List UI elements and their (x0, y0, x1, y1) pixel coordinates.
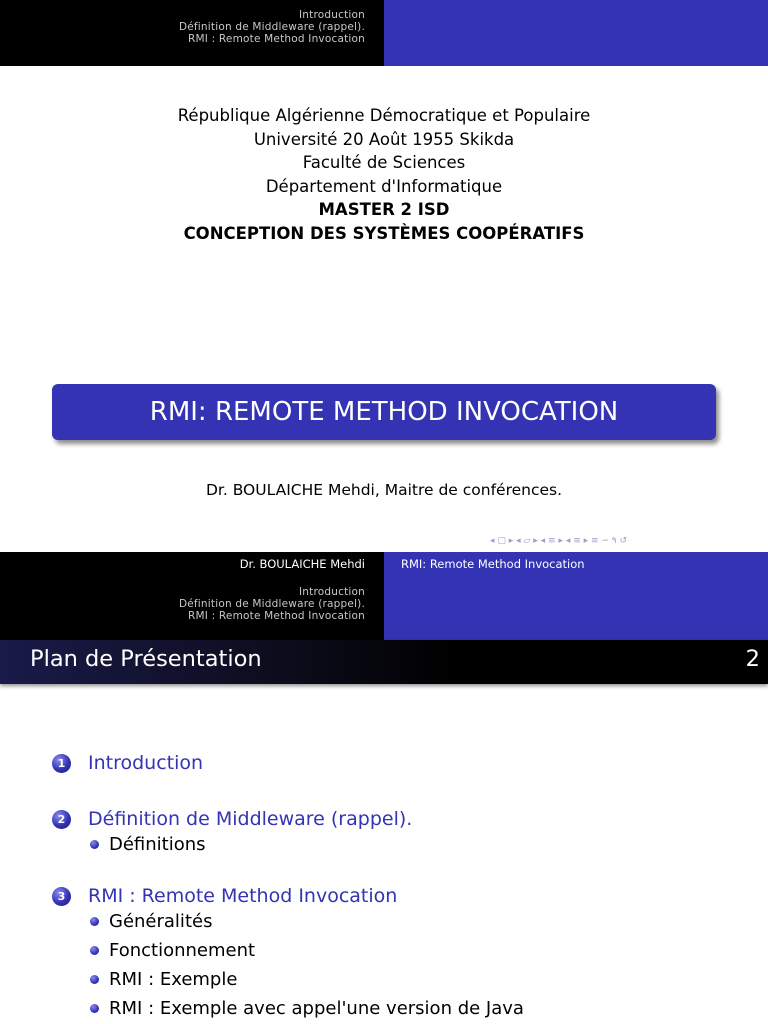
subsection-label: Fonctionnement (109, 940, 256, 961)
outline-subsection[interactable] (90, 965, 752, 994)
outline-section-rmi[interactable] (52, 885, 752, 907)
course-line: MASTER 2 ISD (318, 200, 450, 219)
header-short-title: RMI: Remote Method Invocation (401, 557, 585, 571)
section-number-ball: 2 (52, 810, 71, 829)
nav-link-rmi[interactable]: RMI : Remote Method Invocation (188, 33, 365, 45)
presentation-author: Dr. BOULAICHE Mehdi, Maitre de conférences. (205, 481, 563, 499)
title-institution-block (0, 104, 768, 245)
outline-section-middleware[interactable] (52, 808, 752, 830)
institution-line: Département d'Informatique (265, 176, 503, 196)
nav-link-middleware[interactable]: Définition de Middleware (rappel). (178, 598, 365, 610)
nav-link-introduction[interactable]: Introduction (299, 9, 365, 21)
outline-subsection[interactable] (90, 994, 752, 1023)
header-section-nav (179, 586, 365, 622)
outline-subsection[interactable] (90, 936, 752, 965)
bullet-icon (90, 946, 99, 955)
institution-line: Faculté de Sciences (302, 153, 466, 172)
institution-line: Université 20 Août 1955 Skikda (253, 129, 515, 149)
section-label: Définition de Middleware (rappel). (88, 808, 413, 830)
outline-section-introduction[interactable] (52, 752, 752, 774)
institution-line: République Algérienne Démocratique et Populaire (177, 106, 591, 125)
beamer-navigation-icons[interactable]: ◂ ▢ ▸ ◂ ▱ ▸ ◂ ≡ ▸ ◂ ≡ ▸ ≡ ∽ ۹ ↺ (490, 536, 628, 546)
section-number-ball: 1 (52, 754, 71, 773)
course-line: CONCEPTION DES SYSTÈMES COOPÉRATIFS (183, 223, 585, 243)
header-section-nav (179, 9, 365, 45)
outline-list (52, 752, 752, 1023)
section-label: RMI : Remote Method Invocation (88, 885, 398, 907)
outline-subsection[interactable] (90, 907, 752, 936)
subsection-label: RMI : Exemple (109, 969, 238, 990)
subsection-label: RMI : Exemple avec appel'une version de Java (109, 998, 524, 1019)
bullet-icon (90, 917, 99, 926)
nav-link-middleware[interactable]: Définition de Middleware (rappel). (178, 21, 365, 33)
header-right-bar (384, 0, 768, 66)
frame-number: 2 (745, 646, 760, 672)
nav-link-introduction[interactable]: Introduction (299, 586, 365, 598)
subsection-label: Définitions (109, 834, 206, 855)
section-number-ball: 3 (52, 887, 71, 906)
bullet-icon (90, 1004, 99, 1013)
subsection-label: Généralités (109, 911, 213, 932)
frame-title: Plan de Présentation (30, 646, 262, 672)
outline-subsection[interactable] (90, 830, 752, 859)
header-author: Dr. BOULAICHE Mehdi (239, 557, 365, 571)
section-label: Introduction (88, 752, 204, 774)
nav-link-rmi[interactable]: RMI : Remote Method Invocation (188, 610, 365, 622)
bullet-icon (90, 975, 99, 984)
presentation-title: RMI: REMOTE METHOD INVOCATION (52, 384, 716, 440)
bullet-icon (90, 840, 99, 849)
